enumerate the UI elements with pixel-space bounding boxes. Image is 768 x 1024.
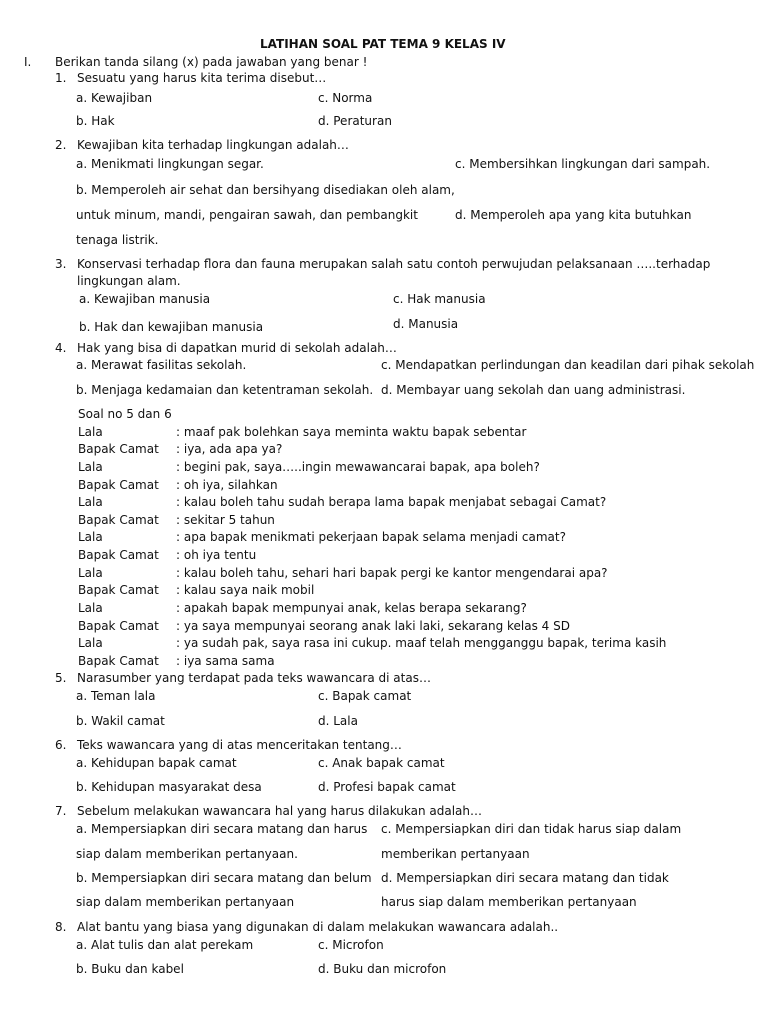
dialog-text: : kalau saya naik mobil [176, 583, 315, 597]
q4-number: 4. [55, 341, 67, 355]
dialog-speaker: Lala [78, 495, 103, 509]
q5-option-c: c. Bapak camat [318, 689, 412, 703]
q2-option-b-line2: untuk minum, mandi, pengairan sawah, dan pembangkit [76, 208, 418, 222]
q1-option-d: d. Peraturan [318, 114, 392, 128]
q1-option-c: c. Norma [318, 91, 373, 105]
q7-option-b-line2: siap dalam memberikan pertanyaan [76, 895, 295, 909]
q7-text: Sebelum melakukan wawancara hal yang harus dilakukan adalah… [77, 804, 483, 818]
dialog-text: : oh iya, silahkan [176, 478, 278, 492]
q5-text: Narasumber yang terdapat pada teks wawancara di atas… [77, 671, 431, 685]
q3-option-a: a. Kewajiban manusia [79, 292, 211, 306]
q6-text: Teks wawancara yang di atas menceritakan tentang… [77, 738, 402, 752]
q8-option-a: a. Alat tulis dan alat perekam [76, 938, 254, 952]
q7-option-a-line2: siap dalam memberikan pertanyaan. [76, 847, 298, 861]
q8-number: 8. [55, 920, 67, 934]
dialog-text: : kalau boleh tahu, sehari hari bapak pergi ke kantor mengendarai apa? [176, 566, 608, 580]
q4-option-a: a. Merawat fasilitas sekolah. [76, 358, 247, 372]
q2-option-d: d. Memperoleh apa yang kita butuhkan [455, 208, 692, 222]
q2-option-b-line3: tenaga listrik. [76, 233, 159, 247]
q3-option-b: b. Hak dan kewajiban manusia [79, 320, 264, 334]
q4-option-b: b. Menjaga kedamaian dan ketentraman sekolah. [76, 383, 374, 397]
q8-option-d: d. Buku dan microfon [318, 962, 447, 976]
q2-option-c: c. Membersihkan lingkungan dari sampah. [455, 157, 711, 171]
page-title: LATIHAN SOAL PAT TEMA 9 KELAS IV [260, 37, 506, 51]
dialog-speaker: Bapak Camat [78, 654, 159, 668]
dialog-speaker: Bapak Camat [78, 478, 159, 492]
section-number: I. [24, 55, 32, 69]
q5-option-d: d. Lala [318, 714, 358, 728]
dialog-text: : oh iya tentu [176, 548, 257, 562]
q7-number: 7. [55, 804, 67, 818]
q7-option-a-line1: a. Mempersiapkan diri secara matang dan harus [76, 822, 368, 836]
section-instruction: Berikan tanda silang (x) pada jawaban yang benar ! [55, 55, 368, 69]
q2-option-a: a. Menikmati lingkungan segar. [76, 157, 264, 171]
dialog-speaker: Bapak Camat [78, 548, 159, 562]
q1-option-b: b. Hak [76, 114, 115, 128]
q3-number: 3. [55, 257, 67, 271]
q2-text: Kewajiban kita terhadap lingkungan adalah… [77, 138, 349, 152]
dialog-speaker: Bapak Camat [78, 513, 159, 527]
dialog-text: : iya sama sama [176, 654, 275, 668]
dialog-speaker: Lala [78, 566, 103, 580]
q2-number: 2. [55, 138, 67, 152]
dialog-speaker: Lala [78, 530, 103, 544]
q8-text: Alat bantu yang biasa yang digunakan di dalam melakukan wawancara adalah.. [77, 920, 559, 934]
q5-number: 5. [55, 671, 67, 685]
dialog-speaker: Lala [78, 425, 103, 439]
q4-text: Hak yang bisa di dapatkan murid di sekolah adalah… [77, 341, 397, 355]
q3-option-d: d. Manusia [393, 317, 459, 331]
q3-text-line1: Konservasi terhadap flora dan fauna merupakan salah satu contoh perwujudan pelaksanaan …..terhadap [77, 257, 711, 271]
q6-option-a: a. Kehidupan bapak camat [76, 756, 237, 770]
dialog-text: : apa bapak menikmati pekerjaan bapak selama menjadi camat? [176, 530, 566, 544]
dialog-speaker: Bapak Camat [78, 583, 159, 597]
dialog-text: : begini pak, saya…..ingin mewawancarai bapak, apa boleh? [176, 460, 540, 474]
dialog-speaker: Lala [78, 636, 103, 650]
q3-option-c: c. Hak manusia [393, 292, 486, 306]
q7-option-c-line1: c. Mempersiapkan diri dan tidak harus siap dalam [381, 822, 682, 836]
dialog-text: : sekitar 5 tahun [176, 513, 275, 527]
q1-number: 1. [55, 71, 67, 85]
dialog-speaker: Bapak Camat [78, 619, 159, 633]
q8-option-c: c. Microfon [318, 938, 384, 952]
dialog-speaker: Bapak Camat [78, 442, 159, 456]
dialog-text: : ya saya mempunyai seorang anak laki laki, sekarang kelas 4 SD [176, 619, 570, 633]
q6-option-d: d. Profesi bapak camat [318, 780, 456, 794]
dialog-text: : apakah bapak mempunyai anak, kelas berapa sekarang? [176, 601, 527, 615]
dialog-text: : kalau boleh tahu sudah berapa lama bapak menjabat sebagai Camat? [176, 495, 607, 509]
q7-option-d-line1: d. Mempersiapkan diri secara matang dan tidak [381, 871, 669, 885]
q8-option-b: b. Buku dan kabel [76, 962, 184, 976]
q6-option-c: c. Anak bapak camat [318, 756, 445, 770]
dialog-text: : ya sudah pak, saya rasa ini cukup. maaf telah mengganggu bapak, terima kasih [176, 636, 667, 650]
q7-option-b-line1: b. Mempersiapkan diri secara matang dan belum [76, 871, 372, 885]
q7-option-d-line2: harus siap dalam memberikan pertanyaan [381, 895, 637, 909]
dialog-text: : iya, ada apa ya? [176, 442, 283, 456]
dialog-heading: Soal no 5 dan 6 [78, 407, 172, 421]
dialog-speaker: Lala [78, 460, 103, 474]
q2-option-b-line1: b. Memperoleh air sehat dan bersihyang disediakan oleh alam, [76, 183, 455, 197]
q6-option-b: b. Kehidupan masyarakat desa [76, 780, 262, 794]
q1-text: Sesuatu yang harus kita terima disebut… [77, 71, 327, 85]
q5-option-b: b. Wakil camat [76, 714, 165, 728]
dialog-text: : maaf pak bolehkan saya meminta waktu bapak sebentar [176, 425, 527, 439]
q5-option-a: a. Teman lala [76, 689, 156, 703]
q4-option-c: c. Mendapatkan perlindungan dan keadilan dari pihak sekolah [381, 358, 755, 372]
dialog-speaker: Lala [78, 601, 103, 615]
q4-option-d: d. Membayar uang sekolah dan uang administrasi. [381, 383, 686, 397]
q6-number: 6. [55, 738, 67, 752]
q7-option-c-line2: memberikan pertanyaan [381, 847, 530, 861]
q1-option-a: a. Kewajiban [76, 91, 153, 105]
q3-text-line2: lingkungan alam. [77, 274, 181, 288]
